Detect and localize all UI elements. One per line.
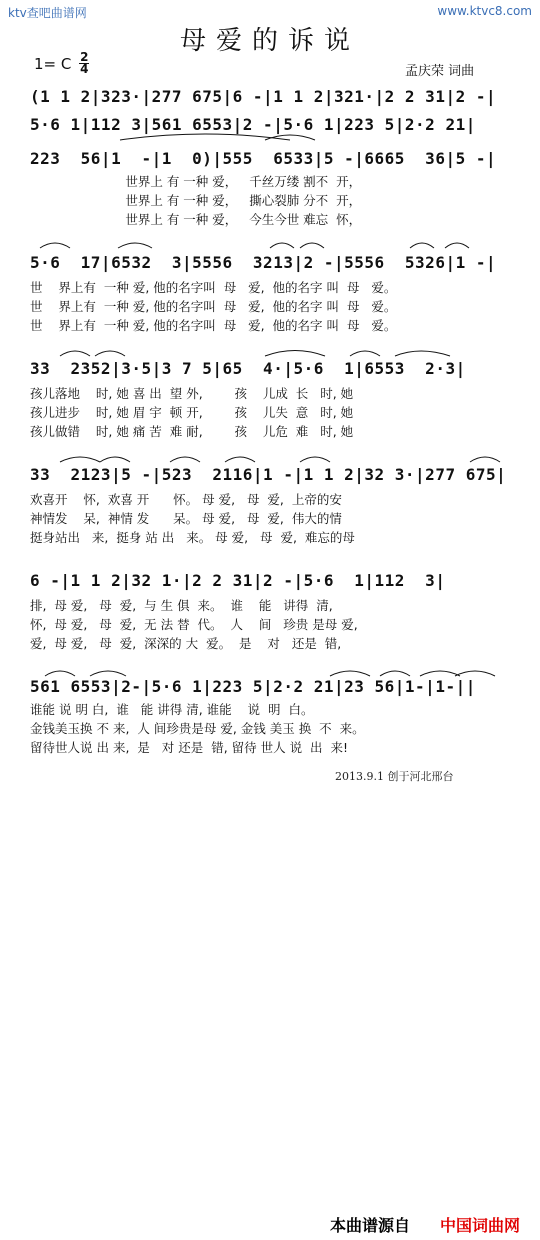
lyric-line: 神情发 呆, 神情 发 呆。 母 爱, 母 爱, 伟大的情 (30, 511, 342, 526)
notation-line: 223 56|1 -|1 0)|555 6533|5 -|6665 36|5 -| (30, 149, 497, 168)
song-title: 母爱的诉说 (179, 26, 360, 56)
notation-line: 561 6553|2-|5·6 1|223 5|2·2 21|23 56|1-|1-|| (30, 677, 476, 696)
creation-date: 2013.9.1 创于河北邢台 (335, 770, 454, 783)
site-watermark-right[interactable]: www.ktvc8.com (437, 4, 532, 18)
lyric-line: 挺身站出 来, 挺身 站 出 来。 母 爱, 母 爱, 难忘的母 (30, 530, 355, 545)
lyric-line: 世 界上有 一种 爱, 他的名字叫 母 爱, 他的名字 叫 母 爱。 (30, 280, 397, 295)
lyric-line: 金钱美玉换 不 来, 人 间珍贵是母 爱, 金钱 美玉 换 不 来。 (30, 721, 365, 736)
lyric-line: 谁能 说 明 白, 谁 能 讲得 清, 谁能 说 明 白。 (30, 702, 314, 717)
source-site-link[interactable]: 中国词曲网 (440, 1216, 521, 1235)
lyric-line: 世界上 有 一种 爱， 今生今世 难忘 怀， (30, 212, 362, 227)
notation-line: (1 1 2|323·|277 675|6 -|1 1 2|321·|2 2 31|2 -| (30, 87, 497, 106)
lyric-line: 世 界上有 一种 爱, 他的名字叫 母 爱, 他的名字 叫 母 爱。 (30, 318, 397, 333)
time-signature (79, 52, 89, 75)
lyric-line: 怀, 母 爱, 母 爱, 无 法 替 代。 人 间 珍贵 是母 爱, (30, 617, 358, 632)
time-bottom: 4 (80, 62, 89, 76)
lyric-line: 爱, 母 爱, 母 爱, 深深的 大 爱。 是 对 还是 错, (30, 636, 342, 651)
lyric-line: 欢喜开 怀, 欢喜 开 怀。 母 爱, 母 爱, 上帝的安 (30, 492, 342, 507)
notation-line: 33 2123|5 -|523 2116|1 -|1 1 2|32 3·|277 675| (30, 465, 507, 484)
key-label: 1= C (34, 54, 72, 73)
lyric-line: 留待世人说 出 来, 是 对 还是 错, 留待 世人 说 出 来! (30, 740, 349, 755)
notation-line: 5·6 1|112 3|561 6553|2 -|5·6 1|223 5|2·2 21| (30, 115, 476, 134)
site-watermark-left[interactable]: ktv查吧曲谱网 (8, 6, 87, 20)
lyric-line: 孩儿进步 时, 她 眉 宇 顿 开, 孩 儿失 意 时, 她 (30, 405, 354, 420)
notation-line: 5·6 17|6532 3|5556 3213|2 -|5556 5326|1 -| (30, 253, 497, 272)
key-signature (34, 52, 89, 75)
time-top: 2 (80, 50, 89, 64)
notation-line: 6 -|1 1 2|32 1·|2 2 31|2 -|5·6 1|112 3| (30, 571, 446, 590)
lyric-line: 世界上 有 一种 爱， 千丝万缕 割不 开， (30, 174, 362, 189)
lyric-line: 世 界上有 一种 爱, 他的名字叫 母 爱, 他的名字 叫 母 爱。 (30, 299, 397, 314)
lyric-line: 排, 母 爱, 母 爱, 与 生 俱 来。 谁 能 讲得 清, (30, 598, 333, 613)
top-bar (8, 4, 532, 18)
lyric-line: 孩儿落地 时, 她 喜 出 望 外, 孩 儿成 长 时, 她 (30, 386, 354, 401)
notation-line: 33 2352|3·5|3 7 5|65 4·|5·6 1|6553 2·3| (30, 359, 466, 378)
lyric-line: 孩儿做错 时, 她 痛 苦 难 耐, 孩 儿危 难 时, 她 (30, 424, 354, 439)
lyric-line: 世界上 有 一种 爱， 撕心裂肺 分不 开， (30, 193, 362, 208)
composer-credit: 孟庆荣 词曲 (405, 64, 475, 79)
source-label: 本曲谱源自 (330, 1216, 411, 1235)
